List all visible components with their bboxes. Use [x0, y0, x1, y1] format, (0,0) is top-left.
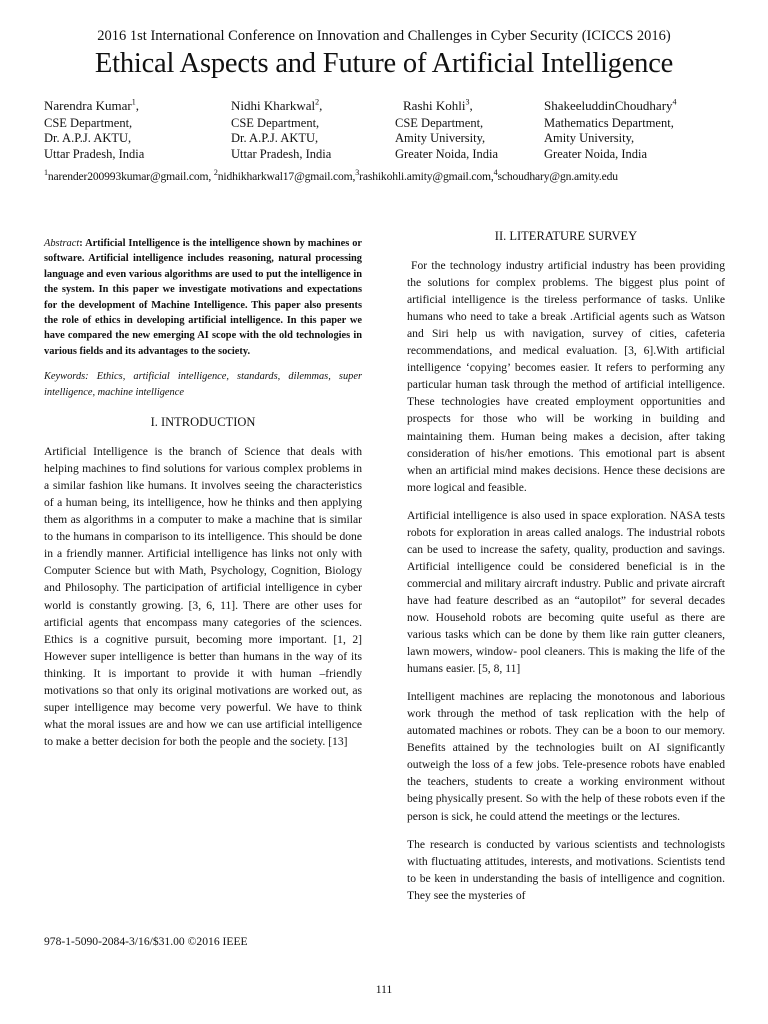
section-heading-literature-survey: II. LITERATURE SURVEY — [494, 229, 638, 243]
abstract: Abstract: Artificial Intelligence is the intelligence shown by machines or software. Artificial intelligence includes reasoning, natural processing language and even various algorithms are used to put the intelligence in the system. In this paper we investigate motivations and expectations for the development of Machine Intelligence. This paper also presents the role of ethics in developing artificial intelligence. In this paper we have compared the new emerging AI scope with the old technologies in various fields and its advantages to the society. — [44, 238, 363, 357]
author-name: Rashi Kohli — [403, 98, 466, 113]
paragraph: For the technology industry artificial industry has been providing the solutions for complex problems. The biggest plus point of artificial intelligence is the tireless performance of tasks. Unlike humans who need to take a break .Artificial agents such as Watson and Siri help us with navigation, survey of cities, cafeteria recommendations, and medical evaluation. [3, 6].With artificial intelligence ‘copying’ becomes easier. It refers to performing any particular human task through the method of artificial intelligence. These technologies have created employment opportunities and prospects for those who will be working in building and maintaining them. Human being makes a decision, after taking consideration of his/her emotions. This emotional part is absent when an artificial mind makes decisions. Hence these decisions are more logical and feasible. — [407, 259, 725, 494]
author-dept: CSE Department, — [44, 115, 133, 130]
author-dept: CSE Department, — [231, 115, 320, 130]
author-place: Greater Noida, India — [395, 146, 499, 161]
author-univ: Dr. A.P.J. AKTU, — [231, 131, 319, 145]
author-dept: Mathematics Department, — [544, 115, 674, 130]
author-dept: CSE Department, — [395, 115, 484, 130]
right-column — [407, 228, 725, 915]
paragraph: Artificial Intelligence is the branch of Science that deals with helping machines to find solutions for various complex problems in a similar fashion like humans. It involves seeing the characteristics of a human being, its intelligence, how he thinks and then applying them as algorithms in a computer to make a machine that is similar to the humans in comparison to its intelligence. This should be done in a friendly manner. Artificial intelligence has links not only with Computer Science but with Math, Psychology, Cognition, Biology and Philosophy. The participation of artificial intelligence in cyber world is constantly growing. [3, 6, 11]. There are other uses for artificial agents that encompass many categories of the sciences. Ethics is a cognitive pursuit, becoming more important. [1, 2] However super intelligence is better than humans in the way of its thinking. It is important to provide it with human –friendly motivations so that only its original motivations are worked out, as super intelligence may become very powerful. We have to think what the moral issues are and how we can use artificial intelligence to make a better decision for both the people and the society. [13] — [44, 445, 362, 748]
author-name: Nidhi Kharkwal — [231, 98, 316, 113]
copyright-footer: 978-1-5090-2084-3/16/$31.00 ©2016 IEEE — [44, 935, 248, 948]
conference-header: 2016 1st International Conference on Innovation and Challenges in Cyber Security (ICICCS 2016) — [97, 28, 671, 44]
email-link[interactable]: rashikohli.amity@gmail.com, — [359, 170, 494, 183]
author-univ: Dr. A.P.J. AKTU, — [44, 131, 132, 145]
email-link[interactable]: narender200993kumar@gmail.com, — [47, 170, 214, 183]
abstract-text: Artificial Intelligence is the intelligence shown by machines or software. Artificial intelligence includes reasoning, natural processing language and even various algorithms are used to put the intelligence in the system. In this paper we investigate motivations and expectations for the development of Machine Intelligence. This paper also presents the role of ethics in developing artificial intelligence. In this paper we have compared the new emerging AI scope with the old technologies in various fields and its advantages to the society. — [44, 238, 363, 357]
section-heading-introduction: I. INTRODUCTION — [150, 415, 256, 430]
author-univ: Amity University, — [395, 131, 486, 145]
author-3: Rashi Kohli$^3$, CSE Department, Amity University, Greater Noida, India — [395, 97, 499, 161]
author-name: ShakeeluddinChoudhary — [544, 98, 673, 113]
author-1: Narendra Kumar$^1$, CSE Department, Dr. A.P.J. AKTU, Uttar Pradesh, India — [44, 97, 145, 161]
author-place: Greater Noida, India — [544, 146, 648, 161]
paragraph: Intelligent machines are replacing the monotonous and laborious work through the method of task replication with the help of automated machines or robots. They can be a boon to our memory. Benefits attained by the technologies built on AI significantly outweigh the loss of a few jobs. Tele-presence robots have enabled the teachers, students to create a working environment without being physically present. So with the help of these robots even if the person is sick, he could attend the meetings or the lectures. — [407, 690, 725, 823]
keywords: Keywords: Ethics, artificial intelligence, standards, dilemmas, super intelligence, machine intelligence — [44, 371, 362, 398]
author-place: Uttar Pradesh, India — [231, 146, 332, 161]
paragraph: The research is conducted by various scientists and technologists with fluctuating attitudes, interests, and motivations. Scientists tend to be keen in understanding the basis of intelligence and cognition. They see the mysteries of — [407, 837, 725, 902]
email-link[interactable]: schoudhary@gn.amity.edu — [497, 170, 618, 183]
email-link[interactable]: nidhikharkwal17@gmail.com, — [217, 170, 356, 183]
author-4: ShakeeluddinChoudhary$^4$ Mathematics Department, Amity University, Greater Noida, India — [544, 97, 677, 161]
author-emails: $^1$narender200993kumar@gmail.com, $^2$nidhikharkwal17@gmail.com,$^3$rashikohli.amity@gmail.com,$^4$schoudhary@gn.amity.edu — [44, 168, 618, 183]
paper-title: Ethical Aspects and Future of Artificial Intelligence — [94, 48, 674, 79]
author-place: Uttar Pradesh, India — [44, 146, 145, 161]
page-number: 111 — [375, 984, 393, 996]
author-2: Nidhi Kharkwal$^2$, CSE Department, Dr. A.P.J. AKTU, Uttar Pradesh, India — [231, 97, 332, 161]
left-column — [44, 236, 362, 761]
paragraph: Artificial intelligence is also used in space exploration. NASA tests robots for exploration in areas called analogs. The industrial robots can be used to increase the safety, quality, production and savings. Artificial intelligence could be considered beneficial is in the commercial and military aircraft industry. Public and private aircraft have had feature described as an “autopilot” for several decades now. Household robots are becoming quite useful as there are various tasks which can be done by them like rain gutter cleaners, lawn mowers, window- pool cleaners. This is making the life of the humans easier. [5, 8, 11] — [407, 508, 725, 676]
author-univ: Amity University, — [544, 131, 635, 145]
author-name: Narendra Kumar — [44, 98, 132, 113]
